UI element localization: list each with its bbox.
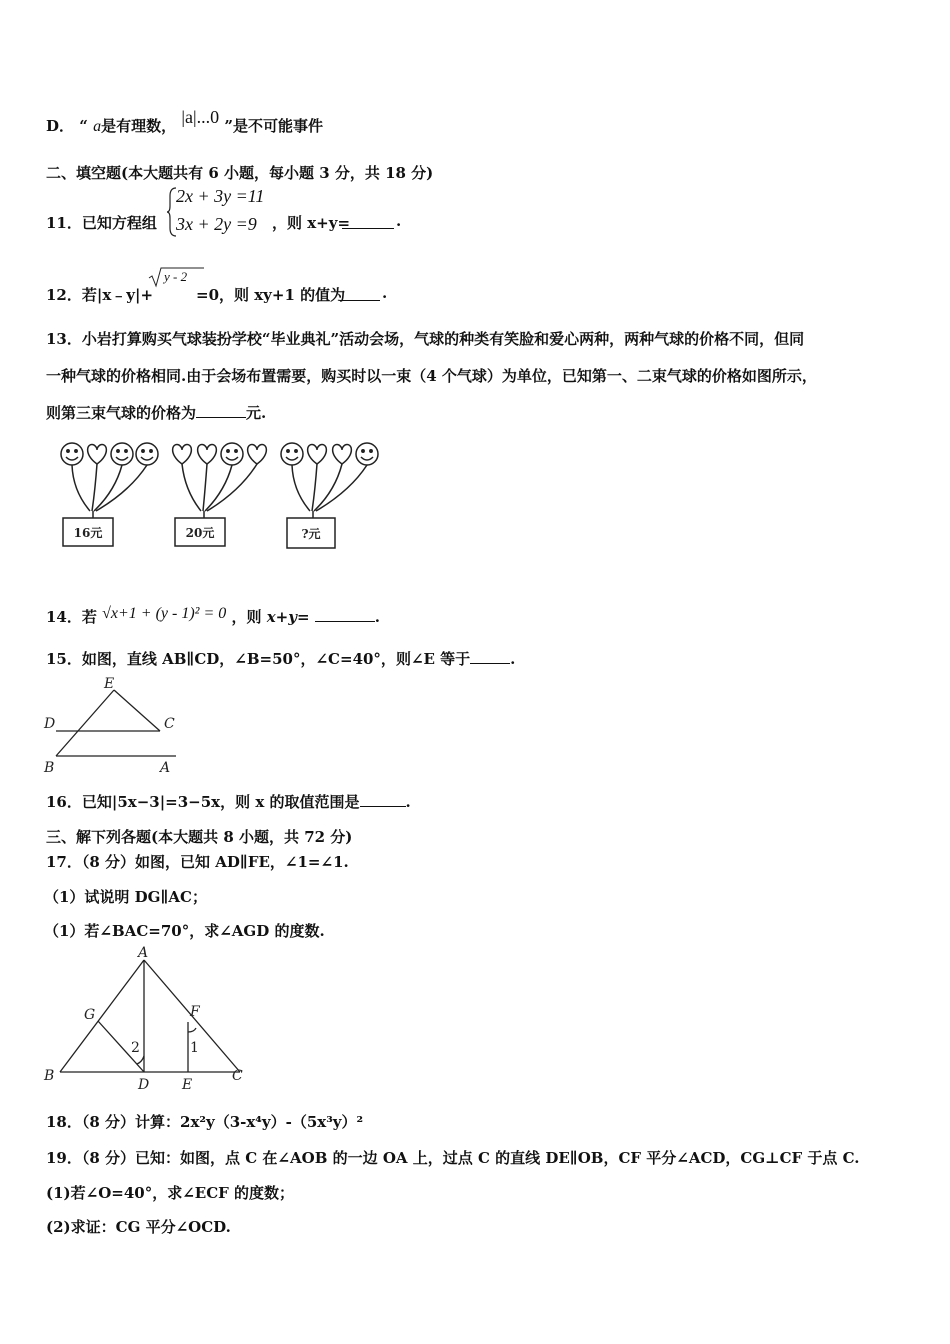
label-a: A [138, 945, 149, 961]
option-d: D． “ a是有理数， |a|...0 ”是不可能事件 [46, 107, 323, 135]
balloon-bunch-1 [61, 443, 158, 546]
label-e: E [104, 676, 115, 692]
question-17-part1: （1）试说明 DG∥AC； [44, 888, 207, 906]
q11-eq2: 3x + 2y =9 [176, 214, 257, 234]
option-d-label: D． [46, 117, 75, 135]
label-c: C [232, 1068, 243, 1084]
figure-15 [42, 676, 182, 776]
q16-blank [360, 794, 406, 807]
label-2: 2 [131, 1040, 140, 1056]
line-be [56, 690, 114, 756]
question-15: 15．如图，直线 AB∥CD，∠B=50°，∠C=40°，则∠E 等于 . [46, 650, 516, 668]
section-3-heading: 三、解下列各题(本大题共 8 小题，共 72 分) [46, 828, 353, 846]
abs-expr: |a|...0 [181, 107, 220, 127]
variable-a: a [93, 118, 102, 135]
balloon-bunch-3 [281, 443, 378, 548]
angle-2-arc [137, 1056, 144, 1064]
label-b: B [44, 760, 55, 776]
label-a: A [160, 760, 171, 776]
balloon-bunch-2 [173, 443, 267, 546]
angle-1-arc [188, 1028, 196, 1032]
label-e: E [182, 1077, 193, 1093]
q11-eq1: 2x + 3y =11 [176, 186, 265, 206]
line-ec [114, 690, 160, 731]
bunch-3-price: ?元 [301, 527, 321, 541]
q12-stem: 12．若|x﹣y|+ [46, 286, 154, 304]
bunch-2-price: 20元 [185, 526, 215, 540]
question-18: 18．（8 分）计算：2x²y（3-x⁴y）-（5x³y）² [46, 1113, 364, 1131]
q11-blank [342, 216, 394, 229]
question-17-title: 17．（8 分）如图，已知 AD∥FE，∠1=∠1. [46, 853, 349, 871]
question-13: 13．小岩打算购买气球装扮学校“毕业典礼”活动会场，气球的种类有笑脸和爱心两种，两种气球的价格不同，但同 一种气球的价格相同.由于会场布置需要，购买时以一束（4 个气球）为单位，已知第一、二束气球的价格如图所示， 则第三束气球的价格为 元. [46, 330, 817, 422]
balloon-figure [55, 436, 395, 556]
question-19-part2: (2)求证：CG 平分∠OCD. [46, 1218, 231, 1236]
label-b: B [44, 1068, 55, 1084]
q11-stem: 11．已知方程组 [46, 214, 157, 232]
label-d: D [44, 716, 56, 732]
q12-radicand: y - 2 [164, 269, 188, 284]
q14-expr: √x+1 + (y - 1)² = 0 [102, 605, 227, 622]
label-g: G [84, 1007, 96, 1023]
label-d: D [138, 1077, 150, 1093]
question-19-title: 19．（8 分）已知：如图，点 C 在∠AOB 的一边 OA 上，过点 C 的直线 DE∥OB，CF 平分∠ACD，CG⊥CF 于点 C. [46, 1149, 860, 1167]
question-14: 14．若 √x+1 + (y - 1)² = 0 ，则 x+y= . [46, 605, 381, 626]
figure-17 [42, 944, 252, 1094]
section-2-heading: 二、填空题(本大题共有 6 小题，每小题 3 分，共 18 分) [46, 164, 434, 182]
q14-blank [315, 609, 375, 622]
label-1: 1 [190, 1040, 199, 1056]
label-c: C [164, 716, 175, 732]
bunch-1-price: 16元 [73, 526, 103, 540]
question-16: 16．已知|5x−3|=3−5x，则 x 的取值范围是 . [46, 793, 411, 811]
q15-blank [470, 651, 510, 664]
q13-blank [196, 405, 246, 418]
label-f: F [190, 1004, 200, 1020]
q12-blank [340, 288, 380, 301]
question-17-part2: （1）若∠BAC=70°，求∠AGD 的度数. [44, 922, 325, 940]
question-19-part1: (1)若∠O=40°，求∠ECF 的度数； [46, 1184, 295, 1202]
